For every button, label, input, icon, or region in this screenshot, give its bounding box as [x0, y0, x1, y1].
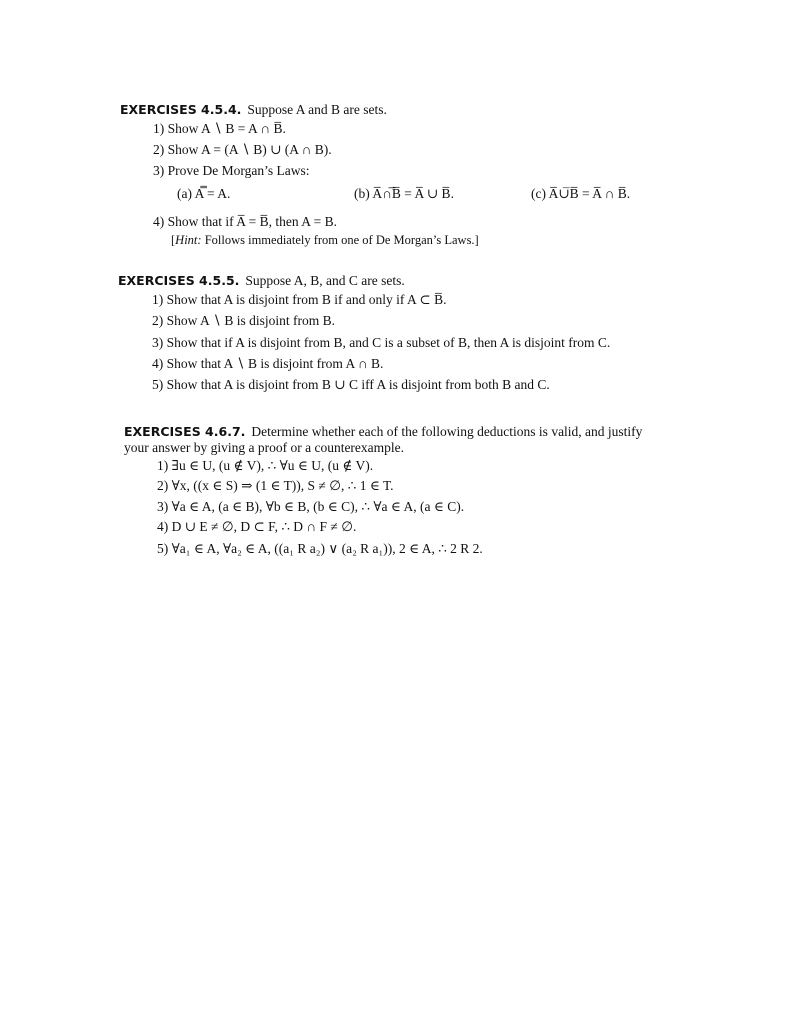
exercise-heading-line — [118, 273, 405, 290]
exercise-heading-line — [124, 424, 642, 441]
exercise-item: 4) D ∪ E ≠ ∅, D ⊂ F, ∴ D ∩ F ≠ ∅. — [157, 519, 357, 534]
exercise-intro: Suppose A and B are sets. — [247, 102, 387, 117]
exercise-item: 2) Show A ∖ B is disjoint from B. — [152, 313, 335, 328]
exercise-item: 5) Show that A is disjoint from B ∪ C iff A is disjoint from both B and C. — [152, 377, 550, 392]
exercise-heading-line — [120, 102, 387, 119]
exercise-heading: EXERCISES 4.5.4. — [120, 102, 242, 117]
exercise-item: 4) Show that if A̅ = B̅, then A = B. — [153, 214, 337, 229]
exercise-item: 3) Show that if A is disjoint from B, and C is a subset of B, then A is disjoint from C. — [152, 335, 611, 350]
exercise-item: 3) ∀a ∈ A, (a ∈ B), ∀b ∈ B, (b ∈ C), ∴ ∀a ∈ A, (a ∈ C). — [157, 499, 465, 514]
hint-text: Follows immediately from one of De Morgan’s Laws.] — [204, 233, 479, 247]
exercise-subpart: (c) A̅∪̅B̅ = A̅ ∩ B̅. — [531, 186, 631, 201]
exercise-item: 2) Show A = (A ∖ B) ∪ (A ∩ B). — [153, 142, 332, 157]
exercise-item: 5) ∀a₁ ∈ A, ∀a₂ ∈ A, ((a₁ R a₂) ∨ (a₂ R a₁)), 2 ∈ A, ∴ 2 R 2. — [157, 541, 483, 556]
exercise-intro: Determine whether each of the following deductions is valid, and justify — [251, 424, 643, 439]
exercise-item: 1) Show A ∖ B = A ∩ B̅. — [153, 121, 286, 136]
exercise-heading: EXERCISES 4.6.7. — [124, 424, 246, 439]
exercise-item: 1) ∃u ∈ U, (u ∉ V), ∴ ∀u ∈ U, (u ∉ V). — [157, 458, 374, 473]
exercise-intro: Suppose A, B, and C are sets. — [245, 273, 405, 288]
hint-label: Hint: — [175, 233, 202, 247]
exercise-subpart: (a) A̿ = A. — [177, 186, 231, 201]
exercise-subpart: (b) A̅∩̅B̅ = A̅ ∪ B̅. — [354, 186, 454, 201]
exercise-item: 4) Show that A ∖ B is disjoint from A ∩ B. — [152, 356, 384, 371]
exercise-heading: EXERCISES 4.5.5. — [118, 273, 240, 288]
exercise-item: 3) Prove De Morgan’s Laws: — [153, 163, 310, 178]
exercise-item: 1) Show that A is disjoint from B if and only if A ⊂ B̅. — [152, 292, 447, 307]
exercise-item: 2) ∀x, ((x ∈ S) ⇒ (1 ∈ T)), S ≠ ∅, ∴ 1 ∈ T. — [157, 478, 394, 493]
exercise-intro-continued: your answer by giving a proof or a counterexample. — [124, 440, 405, 455]
exercise-hint: [Hint: Follows immediately from one of De Morgan’s Laws.] — [171, 233, 479, 247]
